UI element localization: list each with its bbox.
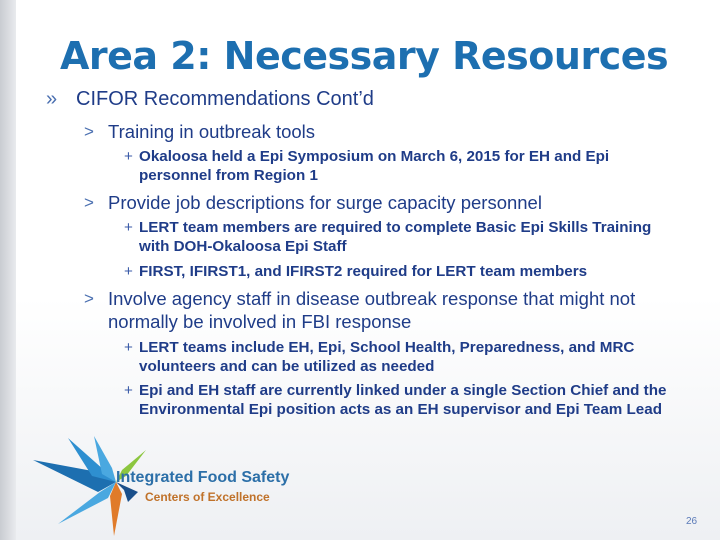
plus-icon: + — [124, 263, 133, 280]
section-label-text: Provide job descriptions for surge capacity personnel — [108, 192, 542, 213]
left-accent-bar — [0, 0, 16, 540]
section-label — [84, 191, 688, 214]
plus-icon: + — [124, 382, 133, 399]
logo-name: Integrated Food Safety — [116, 469, 290, 486]
logo-subtitle: Centers of Excellence — [145, 490, 270, 504]
list-item-text: Epi and EH staff are currently linked under a single Section Chief and the Environmental Epi position acts as an EH supervisor and Epi Team Lead — [139, 382, 667, 418]
section-label-text: Training in outbreak tools — [108, 121, 316, 142]
chevron-icon: > — [84, 122, 94, 141]
list-item — [124, 262, 684, 281]
list-item — [124, 338, 684, 376]
list-item — [124, 147, 684, 185]
list-item-text: FIRST, IFIRST1, and IFIRST2 required for LERT team members — [139, 263, 588, 280]
list-item — [124, 381, 684, 419]
list-item-text: LERT team members are required to complete Basic Epi Skills Training with DOH-Okaloosa Epi Staff — [139, 219, 652, 255]
plus-icon: + — [124, 219, 133, 236]
plus-icon: + — [124, 339, 133, 356]
section-label — [84, 287, 668, 333]
section-label — [84, 120, 688, 143]
chevron-icon: > — [84, 193, 94, 212]
chevron-icon: > — [84, 289, 94, 308]
slide-title: Area 2: Necessary Resources — [60, 34, 669, 78]
heading-bullet — [46, 88, 374, 111]
double-chevron-icon: » — [46, 88, 58, 110]
list-item-text: LERT teams include EH, Epi, School Health, Preparedness, and MRC volunteers and can be utilized as needed — [139, 339, 635, 375]
list-item-text: Okaloosa held a Epi Symposium on March 6, 2015 for EH and Epi personnel from Region 1 — [139, 148, 610, 184]
plus-icon: + — [124, 148, 133, 165]
section-label-text: Involve agency staff in disease outbreak response that might not normally be involved in FBI response — [108, 288, 636, 332]
heading-text: CIFOR Recommendations Cont’d — [76, 88, 374, 110]
page-number: 26 — [686, 516, 698, 527]
list-item — [124, 218, 684, 256]
